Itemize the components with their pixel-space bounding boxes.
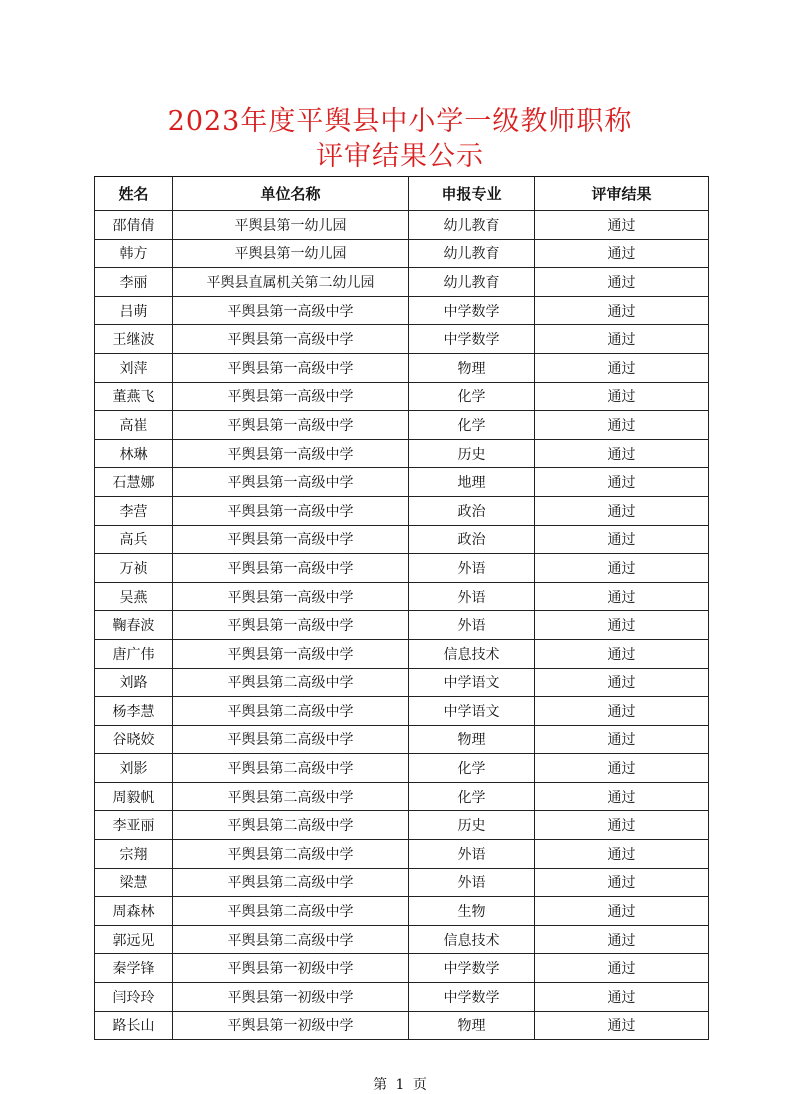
table-row xyxy=(95,868,709,897)
cell-name: 刘萍 xyxy=(95,353,173,382)
cell-unit: 平舆县第一初级中学 xyxy=(173,983,409,1012)
cell-specialty: 外语 xyxy=(409,582,535,611)
cell-name: 吴燕 xyxy=(95,582,173,611)
cell-unit: 平舆县第一高级中学 xyxy=(173,411,409,440)
cell-result: 通过 xyxy=(535,639,709,668)
table-row xyxy=(95,925,709,954)
cell-specialty: 中学数学 xyxy=(409,954,535,983)
cell-specialty: 生物 xyxy=(409,897,535,926)
table-row xyxy=(95,782,709,811)
cell-specialty: 信息技术 xyxy=(409,639,535,668)
cell-unit: 平舆县第二高级中学 xyxy=(173,840,409,869)
header-name: 姓名 xyxy=(95,177,173,211)
cell-specialty: 中学数学 xyxy=(409,983,535,1012)
cell-name: 周森林 xyxy=(95,897,173,926)
cell-specialty: 外语 xyxy=(409,840,535,869)
cell-specialty: 化学 xyxy=(409,382,535,411)
cell-result: 通过 xyxy=(535,496,709,525)
table-row xyxy=(95,983,709,1012)
cell-unit: 平舆县第一高级中学 xyxy=(173,353,409,382)
cell-name: 刘影 xyxy=(95,754,173,783)
table-body xyxy=(95,211,709,1040)
cell-name: 高崔 xyxy=(95,411,173,440)
cell-specialty: 中学数学 xyxy=(409,325,535,354)
table-row xyxy=(95,1011,709,1040)
cell-specialty: 中学语文 xyxy=(409,697,535,726)
cell-specialty: 中学语文 xyxy=(409,668,535,697)
cell-name: 李营 xyxy=(95,496,173,525)
cell-specialty: 幼儿教育 xyxy=(409,268,535,297)
cell-result: 通过 xyxy=(535,554,709,583)
results-table xyxy=(94,176,709,1040)
cell-result: 通过 xyxy=(535,782,709,811)
cell-unit: 平舆县第二高级中学 xyxy=(173,925,409,954)
table-row xyxy=(95,754,709,783)
cell-name: 刘路 xyxy=(95,668,173,697)
cell-result: 通过 xyxy=(535,840,709,869)
cell-specialty: 历史 xyxy=(409,811,535,840)
cell-result: 通过 xyxy=(535,668,709,697)
cell-name: 路长山 xyxy=(95,1011,173,1040)
table-row xyxy=(95,697,709,726)
cell-name: 王继波 xyxy=(95,325,173,354)
cell-unit: 平舆县第二高级中学 xyxy=(173,697,409,726)
cell-name: 唐广伟 xyxy=(95,639,173,668)
cell-unit: 平舆县第二高级中学 xyxy=(173,782,409,811)
cell-specialty: 外语 xyxy=(409,611,535,640)
cell-result: 通过 xyxy=(535,1011,709,1040)
header-specialty: 申报专业 xyxy=(409,177,535,211)
cell-specialty: 幼儿教育 xyxy=(409,239,535,268)
cell-result: 通过 xyxy=(535,211,709,240)
cell-result: 通过 xyxy=(535,954,709,983)
table-row xyxy=(95,439,709,468)
table-row xyxy=(95,582,709,611)
cell-name: 秦学锋 xyxy=(95,954,173,983)
cell-unit: 平舆县直属机关第二幼儿园 xyxy=(173,268,409,297)
cell-result: 通过 xyxy=(535,983,709,1012)
cell-name: 万祯 xyxy=(95,554,173,583)
table-row xyxy=(95,811,709,840)
cell-specialty: 物理 xyxy=(409,1011,535,1040)
cell-unit: 平舆县第一高级中学 xyxy=(173,468,409,497)
table-row xyxy=(95,525,709,554)
cell-result: 通过 xyxy=(535,268,709,297)
header-result: 评审结果 xyxy=(535,177,709,211)
cell-result: 通过 xyxy=(535,353,709,382)
cell-name: 高兵 xyxy=(95,525,173,554)
table-row xyxy=(95,840,709,869)
cell-name: 闫玲玲 xyxy=(95,983,173,1012)
cell-specialty: 历史 xyxy=(409,439,535,468)
cell-unit: 平舆县第一高级中学 xyxy=(173,325,409,354)
cell-result: 通过 xyxy=(535,525,709,554)
cell-result: 通过 xyxy=(535,468,709,497)
cell-specialty: 政治 xyxy=(409,525,535,554)
table-row xyxy=(95,268,709,297)
cell-unit: 平舆县第一幼儿园 xyxy=(173,239,409,268)
table-row xyxy=(95,639,709,668)
table-row xyxy=(95,211,709,240)
cell-result: 通过 xyxy=(535,325,709,354)
cell-result: 通过 xyxy=(535,754,709,783)
cell-unit: 平舆县第一高级中学 xyxy=(173,439,409,468)
cell-unit: 平舆县第一幼儿园 xyxy=(173,211,409,240)
cell-result: 通过 xyxy=(535,897,709,926)
cell-unit: 平舆县第一初级中学 xyxy=(173,954,409,983)
table-row xyxy=(95,897,709,926)
cell-result: 通过 xyxy=(535,868,709,897)
cell-name: 郭远见 xyxy=(95,925,173,954)
cell-name: 李丽 xyxy=(95,268,173,297)
cell-name: 周毅帆 xyxy=(95,782,173,811)
table-row xyxy=(95,496,709,525)
cell-specialty: 地理 xyxy=(409,468,535,497)
cell-name: 石慧娜 xyxy=(95,468,173,497)
cell-specialty: 化学 xyxy=(409,411,535,440)
table-row xyxy=(95,353,709,382)
cell-unit: 平舆县第一高级中学 xyxy=(173,525,409,554)
cell-specialty: 政治 xyxy=(409,496,535,525)
table-row xyxy=(95,382,709,411)
table-row xyxy=(95,468,709,497)
cell-result: 通过 xyxy=(535,925,709,954)
cell-result: 通过 xyxy=(535,411,709,440)
cell-name: 吕萌 xyxy=(95,296,173,325)
cell-specialty: 物理 xyxy=(409,725,535,754)
cell-specialty: 物理 xyxy=(409,353,535,382)
cell-name: 李亚丽 xyxy=(95,811,173,840)
table-row xyxy=(95,325,709,354)
cell-name: 谷晓姣 xyxy=(95,725,173,754)
table-row xyxy=(95,411,709,440)
table-header-row xyxy=(95,177,709,211)
cell-unit: 平舆县第二高级中学 xyxy=(173,811,409,840)
cell-name: 宗翔 xyxy=(95,840,173,869)
cell-result: 通过 xyxy=(535,382,709,411)
cell-name: 董燕飞 xyxy=(95,382,173,411)
cell-unit: 平舆县第二高级中学 xyxy=(173,754,409,783)
table-row xyxy=(95,725,709,754)
cell-unit: 平舆县第一高级中学 xyxy=(173,554,409,583)
document-title-line2: 评审结果公示 xyxy=(316,141,484,172)
document-title-line1: 2023年度平舆县中小学一级教师职称 xyxy=(167,106,633,137)
page-number: 第 1 页 xyxy=(373,1077,427,1093)
cell-unit: 平舆县第一高级中学 xyxy=(173,296,409,325)
cell-specialty: 中学数学 xyxy=(409,296,535,325)
cell-unit: 平舆县第二高级中学 xyxy=(173,668,409,697)
cell-name: 鞠春波 xyxy=(95,611,173,640)
table-row xyxy=(95,239,709,268)
cell-name: 林琳 xyxy=(95,439,173,468)
table-row xyxy=(95,668,709,697)
cell-name: 杨李慧 xyxy=(95,697,173,726)
table-row xyxy=(95,954,709,983)
cell-specialty: 信息技术 xyxy=(409,925,535,954)
cell-unit: 平舆县第二高级中学 xyxy=(173,897,409,926)
cell-result: 通过 xyxy=(535,811,709,840)
table-row xyxy=(95,296,709,325)
cell-unit: 平舆县第二高级中学 xyxy=(173,868,409,897)
header-unit: 单位名称 xyxy=(173,177,409,211)
cell-name: 邵倩倩 xyxy=(95,211,173,240)
cell-specialty: 化学 xyxy=(409,754,535,783)
cell-specialty: 幼儿教育 xyxy=(409,211,535,240)
table-row xyxy=(95,611,709,640)
cell-unit: 平舆县第一高级中学 xyxy=(173,582,409,611)
cell-result: 通过 xyxy=(535,725,709,754)
cell-result: 通过 xyxy=(535,439,709,468)
cell-result: 通过 xyxy=(535,611,709,640)
cell-unit: 平舆县第一高级中学 xyxy=(173,496,409,525)
cell-result: 通过 xyxy=(535,697,709,726)
cell-unit: 平舆县第一初级中学 xyxy=(173,1011,409,1040)
cell-result: 通过 xyxy=(535,582,709,611)
cell-result: 通过 xyxy=(535,296,709,325)
cell-specialty: 外语 xyxy=(409,868,535,897)
cell-unit: 平舆县第一高级中学 xyxy=(173,611,409,640)
cell-result: 通过 xyxy=(535,239,709,268)
cell-specialty: 外语 xyxy=(409,554,535,583)
cell-name: 韩方 xyxy=(95,239,173,268)
cell-name: 梁慧 xyxy=(95,868,173,897)
table-row xyxy=(95,554,709,583)
cell-specialty: 化学 xyxy=(409,782,535,811)
cell-unit: 平舆县第一高级中学 xyxy=(173,639,409,668)
cell-unit: 平舆县第二高级中学 xyxy=(173,725,409,754)
cell-unit: 平舆县第一高级中学 xyxy=(173,382,409,411)
